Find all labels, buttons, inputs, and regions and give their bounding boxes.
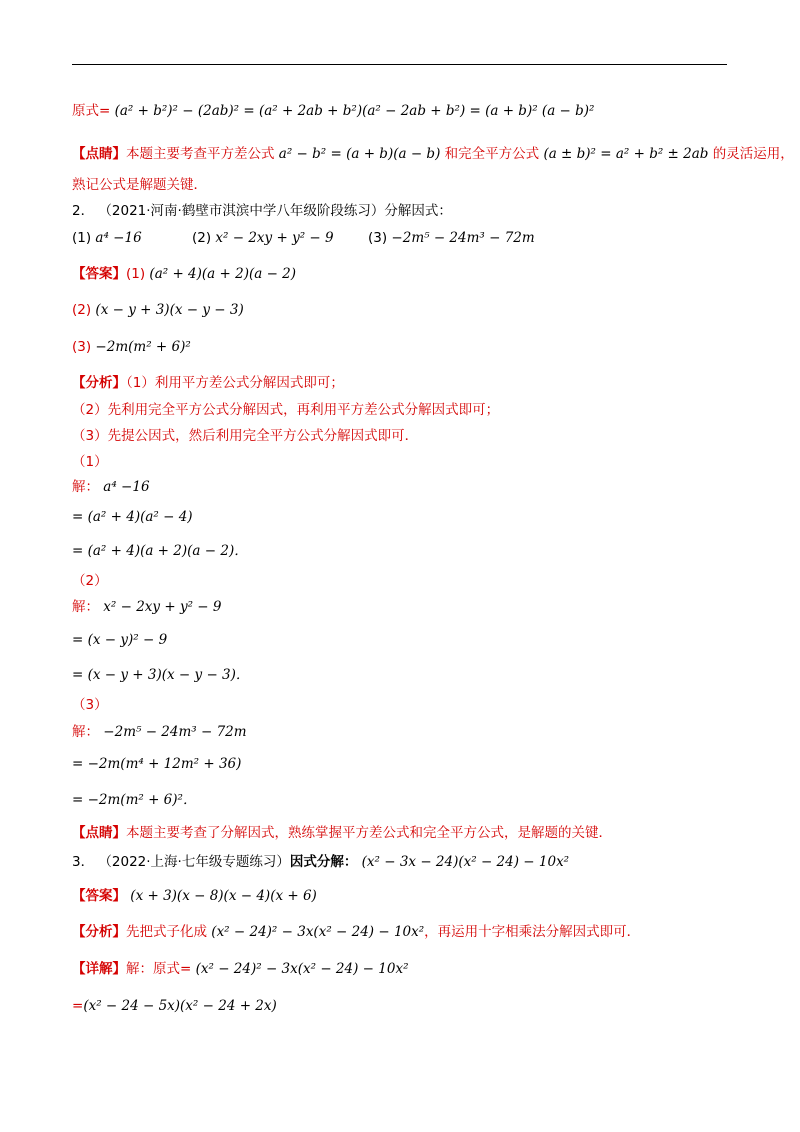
- dianjing-label: 【点睛】: [72, 825, 126, 841]
- q2-analysis-1: [72, 374, 344, 392]
- solution-1-heading: （1）: [72, 454, 108, 470]
- q2-ans2-label: (2): [72, 302, 92, 318]
- analysis-text-3: （3）先提公因式，然后利用完全平方公式分解因式即可．: [72, 428, 419, 444]
- yuanshi-label: 原式=: [72, 103, 111, 119]
- q3-step: [72, 997, 277, 1015]
- q3-analysis-text-b: ，再运用十字相乘法分解因式即可．: [424, 924, 641, 940]
- q3-detail-text: 解：原式=: [126, 961, 192, 977]
- q2-part3: [368, 229, 535, 247]
- analysis-label: 【分析】: [72, 924, 126, 940]
- dianjing-label: 【点睛】: [72, 146, 126, 162]
- analysis-label: 【分析】: [72, 375, 126, 391]
- q2-part2-label: (2): [192, 230, 212, 246]
- jie-label: 解：: [72, 599, 99, 615]
- solution-1-line-2: = (a² + 4)(a² − 4): [72, 509, 193, 525]
- dianjing-text-3: 的灵活运用，: [712, 146, 794, 162]
- jie-label: 解：: [72, 479, 99, 495]
- detail-label: 【详解】: [72, 961, 126, 977]
- dianjing-text-1: 本题主要考查平方差公式: [126, 146, 275, 162]
- q2-part1-label: (1): [72, 230, 92, 246]
- q3-step-expr: (x² − 24 − 5x)(x² − 24 + 2x): [83, 998, 277, 1014]
- solution-3-line-2: = −2m(m⁴ + 12m² + 36): [72, 756, 242, 772]
- q2-part3-expr: −2m⁵ − 24m³ − 72m: [391, 230, 535, 246]
- q2-ans3-label: (3): [72, 339, 92, 355]
- q2-ans3-expr: −2m(m² + 6)²: [95, 339, 191, 355]
- q2-number: 2．: [72, 203, 95, 219]
- q2-answer-2: [72, 301, 244, 319]
- sol3-expr-1: −2m⁵ − 24m³ − 72m: [103, 724, 247, 740]
- answer-label: 【答案】: [72, 888, 126, 904]
- sol2-expr-1: x² − 2xy + y² − 9: [103, 599, 222, 615]
- q2-header: [72, 202, 452, 220]
- answer-label: 【答案】: [72, 266, 126, 282]
- solution-3-line-1: [72, 723, 247, 741]
- q3-analysis-expr: (x² − 24)² − 3x(x² − 24) − 10x²: [211, 924, 425, 940]
- q3-source: （2022·上海·七年级专题练习）: [98, 854, 290, 870]
- q3-answer-expr: (x + 3)(x − 8)(x − 4)(x + 6): [130, 888, 317, 904]
- q2-part2: [192, 229, 334, 247]
- q1-dianjing: [72, 145, 794, 163]
- solution-2-line-3: = (x − y + 3)(x − y − 3)．: [72, 667, 250, 683]
- perfect-square-formula: (a ± b)² = a² + b² ± 2ab: [543, 146, 709, 162]
- q2-part2-expr: x² − 2xy + y² − 9: [215, 230, 334, 246]
- jie-label: 解：: [72, 724, 99, 740]
- q3-detail-expr: (x² − 24)² − 3x(x² − 24) − 10x²: [195, 961, 409, 977]
- solution-1-line-3: = (a² + 4)(a + 2)(a − 2)．: [72, 543, 248, 559]
- q2-part1-expr: a⁴ −16: [95, 230, 142, 246]
- dianjing-text-2: 和完全平方公式: [444, 146, 540, 162]
- q2-dianjing-text: 本题主要考查了分解因式，熟练掌握平方差公式和完全平方公式，是解题的关键．: [126, 825, 612, 841]
- q3-task: 因式分解：: [289, 854, 358, 870]
- q1-expression: (a² + b²)² − (2ab)² = (a² + 2ab + b²)(a² − 2ab + b²) = (a + b)² (a − b)²: [114, 103, 595, 119]
- q2-ans1-label: (1): [126, 266, 146, 282]
- q2-dianjing: [72, 824, 612, 842]
- q3-analysis-text-a: 先把式子化成: [126, 924, 207, 940]
- q3-detail: [72, 960, 408, 978]
- solution-3-heading: （3）: [72, 697, 108, 713]
- q3-expression: (x² − 3x − 24)(x² − 24) − 10x²: [361, 854, 570, 870]
- q2-source: （2021·河南·鹤壁市淇滨中学八年级阶段练习）分解因式：: [98, 203, 452, 219]
- analysis-text-2: （2）先利用完全平方公式分解因式，再利用平方差公式分解因式即可；: [72, 402, 500, 418]
- q3-analysis: [72, 923, 640, 941]
- q2-answer-1: [72, 265, 296, 283]
- q2-ans2-expr: (x − y + 3)(x − y − 3): [95, 302, 244, 318]
- q2-ans1-expr: (a² + 4)(a + 2)(a − 2): [149, 266, 297, 282]
- solution-2-heading: （2）: [72, 573, 108, 589]
- q3-step-eq: =: [72, 998, 84, 1014]
- header-rule: [72, 64, 727, 65]
- q3-header: [72, 853, 569, 871]
- q1-original-expression: [72, 102, 594, 120]
- q2-answer-3: [72, 338, 191, 356]
- q3-number: 3．: [72, 854, 95, 870]
- solution-2-line-1: [72, 598, 221, 616]
- difference-of-squares-formula: a² − b² = (a + b)(a − b): [278, 146, 441, 162]
- dianjing-text-4: 熟记公式是解题关键．: [72, 177, 207, 193]
- solution-3-line-3: = −2m(m² + 6)²．: [72, 792, 197, 808]
- q2-part1: [72, 229, 142, 247]
- sol1-expr-1: a⁴ −16: [103, 479, 150, 495]
- analysis-text-1: （1）利用平方差公式分解因式即可；: [126, 375, 344, 391]
- q3-answer: [72, 887, 317, 905]
- solution-2-line-2: = (x − y)² − 9: [72, 632, 168, 648]
- q2-part3-label: (3): [368, 230, 388, 246]
- solution-1-line-1: [72, 478, 150, 496]
